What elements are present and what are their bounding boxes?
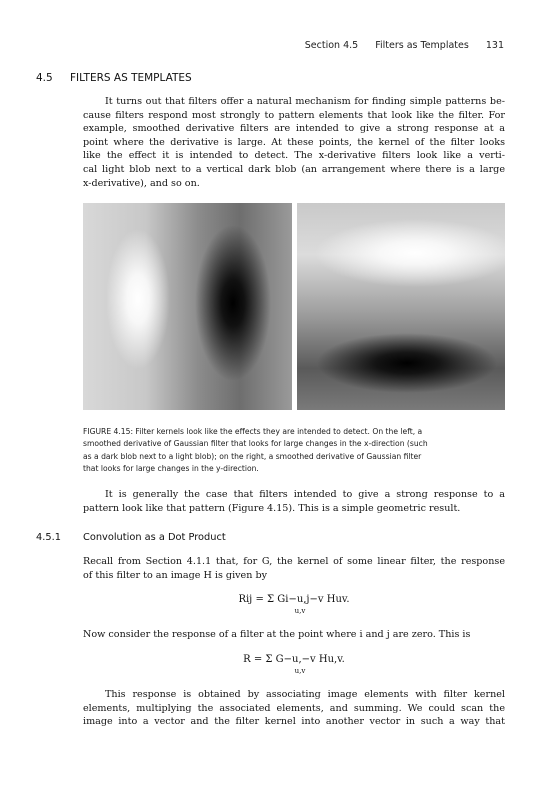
section-heading (36, 72, 192, 84)
paragraph-intro (83, 95, 505, 190)
equation-summation-index: u,v (294, 607, 306, 615)
paragraph-line: It is generally the case that filters intended to give a strong response to a (105, 489, 505, 500)
paragraph-line: example, smoothed derivative filters are intended to give a strong response at a (83, 123, 505, 135)
paragraph-line: point where the derivative is large. At these points, the kernel of the filter looks (83, 136, 505, 148)
section-title: FILTERS AS TEMPLATES (70, 72, 192, 84)
paragraph-scan (83, 688, 505, 729)
equation-response-at-zero (83, 654, 505, 675)
equation-response (83, 594, 505, 615)
paragraph-line: elements, multiplying the associated elements, and summing. We could scan the (83, 702, 505, 714)
equation-main: Rij = Σ Gi−u,j−v Huv. (238, 594, 350, 605)
paragraph-line: cal light blob next to a vertical dark blob (an arrangement where there is a large (83, 163, 505, 175)
equation-summation-index: u,v (294, 667, 306, 675)
caption-line: FIGURE 4.15: Filter kernels look like the effects they are intended to detect. On the left, a (83, 427, 423, 436)
page-number: 131 (485, 40, 504, 51)
subsection-title: Convolution as a Dot Product (83, 532, 226, 543)
paragraph-line: pattern look like that pattern (Figure 4.15). This is a simple geometric result. (83, 502, 461, 514)
paragraph-line: cause filters respond most strongly to pattern elements that look like the filter. For (83, 109, 505, 121)
paragraph-line: It turns out that filters offer a natural mechanism for finding simple patterns be- (105, 96, 505, 107)
paragraph-line: x-derivative), and so on. (83, 177, 200, 189)
subsection-heading (36, 532, 226, 543)
section-number: 4.5 (36, 72, 53, 84)
running-head-section: Section 4.5 (304, 40, 359, 51)
equation-main: R = Σ G−u,−v Hu,v. (243, 654, 345, 665)
paragraph-line: Recall from Section 4.1.1 that, for G, the kernel of some linear filter, the response (83, 556, 505, 567)
figure-x-derivative-kernel (83, 203, 292, 410)
paragraph-geometric-result (83, 488, 505, 515)
paragraph-recall (83, 555, 505, 582)
paragraph-line: This response is obtained by associating image elements with filter kernel (105, 689, 505, 700)
paragraph-line: like the effect it is intended to detect. The x-derivative filters look like a verti- (83, 150, 505, 162)
paragraph-zero-point (83, 628, 505, 642)
paragraph-line: Now consider the response of a filter at the point where i and j are zero. This is (83, 629, 471, 640)
paragraph-line: of this filter to an image H is given by (83, 569, 268, 581)
running-head-title: Filters as Templates (375, 40, 469, 51)
running-head (291, 40, 504, 51)
paragraph-line: image into a vector and the filter kernel into another vector in such a way that (83, 716, 505, 728)
subsection-number: 4.5.1 (36, 532, 61, 543)
figure-y-derivative-kernel (297, 203, 505, 410)
figure-caption (83, 426, 505, 476)
caption-line: as a dark blob next to a light blob); on the right, a smoothed derivative of Gaussian filter (83, 451, 422, 461)
caption-line: smoothed derivative of Gaussian filter that looks for large changes in the x-direction (such (83, 439, 428, 449)
caption-line: that looks for large changes in the y-direction. (83, 464, 259, 474)
